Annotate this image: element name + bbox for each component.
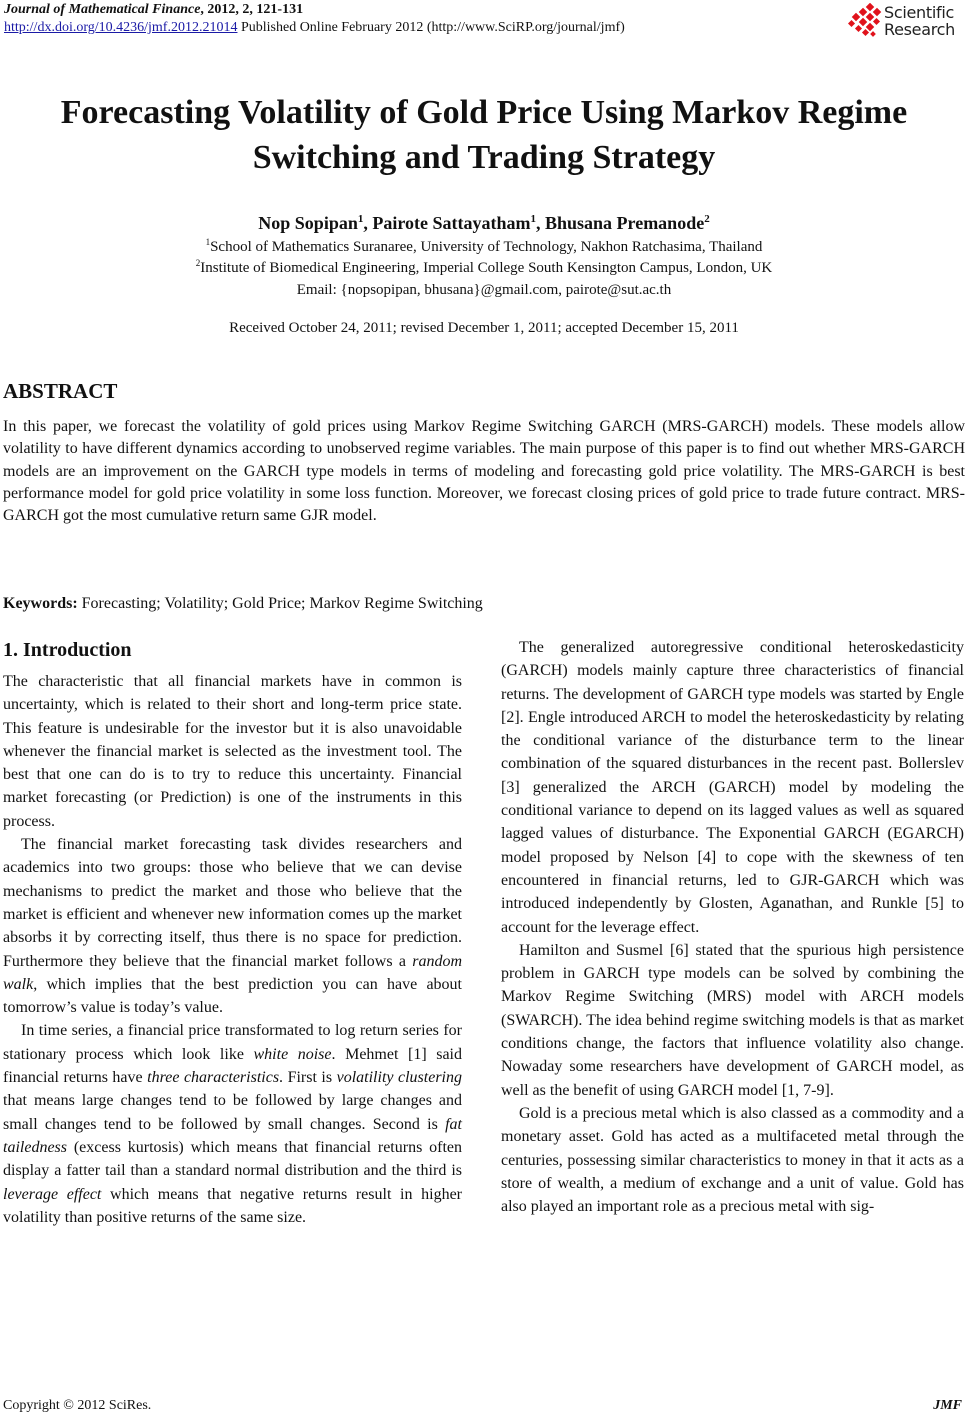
logo-text [884,4,955,38]
text-run: , which implies that the best prediction you can have about tomorrow’s value is today’s value. [3,975,462,1017]
author-list [0,212,968,234]
abstract-text: In this paper, we forecast the volatility of gold prices using Markov Regime Switching GARCH (MRS-GARCH) models. These models allow volatility to have different dynamics according to unobserved regime variables. The main purpose of this paper is to find out whether MRS-GARCH models are an improvement on the GARCH type models in terms of modeling and forecasting gold price volatility. The MRS-GARCH is best performance model for gold price volatility in some loss function. Moreover, we forecast closing prices of gold price to trade future contract. MRS-GARCH got the most cumulative return same GJR model. [3,418,965,525]
author-affiliation-mark: 1 [357,213,364,225]
affiliation-2 [0,259,968,277]
intro-paragraph-2 [3,833,462,1019]
section-heading-introduction: 1. Introduction [3,639,132,661]
emphasis-leverage-effect: leverage effect [3,1185,102,1203]
affiliation-mark: 1 [205,237,211,247]
title-line-2: Switching and Trading Strategy [252,139,716,176]
author-name: Pairote Sattayatham [372,213,531,233]
logo-line-scientific: Scientific [884,3,954,22]
keywords-list: Forecasting; Volatility; Gold Price; Markov Regime Switching [77,595,483,612]
journal-abbreviation: JMF [933,1398,962,1413]
keywords [3,593,483,615]
title-line-1: Forecasting Volatility of Gold Price Using Markov Regime [60,94,908,131]
text-run: that means large changes tend to be followed by large changes and small changes tend to be followed by small changes. Second is [3,1092,462,1133]
author-affiliation-mark: 1 [530,213,536,225]
logo-line-research: Research [884,20,955,39]
text-run: (excess kurtosis) which means that financial returns often display a fatter tail than a standard normal distribution and the third is [3,1138,462,1180]
affiliation-1 [0,238,968,256]
abstract-heading: ABSTRACT [3,379,118,403]
emphasis-three-characteristics: three characteristics [147,1069,280,1087]
emphasis-volatility-clustering: volatility clustering [336,1069,462,1087]
intro-paragraph-gold: Gold is a precious metal which is also classed as a commodity and a monetary asset. Gold has acted as a multifaceted metal through the centuries, possessing similar characteristics to money in that it acts as a store of wealth, a medium of exchange and a unit of value. Gold has also played an important role as a precious metal with sig- [501,1104,964,1216]
journal-details: , 2012, 2, 121-131 [200,2,304,17]
emphasis-random-walk: random walk [3,952,462,993]
affiliation-text: School of Mathematics Suranaree, University of Technology, Nakhon Ratchasima, Thailand [210,239,763,255]
affiliation-mark: 2 [195,258,201,268]
keywords-label: Keywords: [3,595,78,612]
diamond-cluster-icon [848,3,882,39]
text-run: The financial market forecasting task divides researchers and academics into two groups: those who believe that we can devise mechanisms to predict the market and those who believe that the market is efficient and whenever new information comes up the market absorbs it by correcting itself, thus there is no space for prediction. Furthermore they believe that the financial market follows a [3,836,462,970]
journal-header [0,0,968,46]
author-separator: , [536,213,545,233]
author-separator: , [363,213,373,233]
text-run: . First is [279,1069,337,1087]
left-column [3,633,462,1229]
intro-paragraph-1: The characteristic that all financial markets have in common is uncertainty, which is related to their short and long-term price state. This feature is undesirable for the investor but it is also unavoidable whenever the financial market is selected as the investment tool. The best that one can do is to try to reduce this uncertainty. Financial market forecasting (or Prediction) is one of the instruments in this process. [3,673,462,830]
text-run: . Mehmet [1] said financial returns have [3,1045,462,1087]
intro-paragraph-3 [3,1019,462,1229]
text-run: which means that negative returns result in higher volatility than positive returns of the same size. [3,1185,463,1226]
published-online-text: Published Online February 2012 (http://www.SciRP.org/journal/jmf) [237,20,625,35]
scientific-research-logo [848,1,966,41]
doi-line [4,19,625,36]
author-email: Email: {nopsopipan, bhusana}@gmail.com, pairote@sut.ac.th [296,282,672,298]
journal-name: Journal of Mathematical Finance [4,2,201,17]
doi-link[interactable]: http://dx.doi.org/10.4236/jmf.2012.21014 [4,20,238,35]
text-run: In time series, a financial price transformated to log return series for stationary process which look like [3,1022,462,1063]
copyright-notice: Copyright © 2012 SciRes. [3,1398,152,1413]
author-name: Nop Sopipan [258,213,358,233]
right-column [501,636,964,1218]
author-affiliation-mark: 2 [704,213,710,225]
received-dates: Received October 24, 2011; revised December 1, 2011; accepted December 15, 2011 [229,320,739,336]
affiliation-text: Institute of Biomedical Engineering, Imperial College South Kensington Campus, London, UK [200,260,773,276]
author-name: Bhusana Premanode [545,213,705,233]
intro-paragraph-garch: The generalized autoregressive conditional heteroskedasticity (GARCH) models mainly capture three characteristics of financial returns. The development of GARCH type models was started by Engle [2]. Engle introduced ARCH to model the heteroskedasticity by relating the conditional variance of the disturbance term to the linear combination of the squared disturbances in the recent past. Bollerslev [3] generalized the ARCH (GARCH) model by modeling the conditional variance to depend on its lagged values as well as squared lagged values of disturbance. The Exponential GARCH (EGARCH) model proposed by Nelson [4] to cope with the skewness of ten encountered in financial returns, led to GJR-GARCH which was introduced independently by Glosten, Aganathan, and Runkle [5] to account for the leverage effect. [501,639,964,936]
paper-title [0,90,968,180]
journal-citation [4,1,303,18]
intro-paragraph-hamilton: Hamilton and Susmel [6] stated that the spurious high persistence problem in GARCH type models can be solved by combining the Markov Regime Switching (MRS) model with ARCH models (SWARCH). The idea behind regime switching models is that as market conditions change, the factors that influence volatility also change. Nowaday some researchers have development of GARCH model, as well as the benefit of using GARCH model [1, 7-9]. [501,941,964,1099]
emphasis-white-noise: white noise [253,1045,332,1063]
emphasis-fat-tailedness: fat tailedness [3,1115,462,1156]
